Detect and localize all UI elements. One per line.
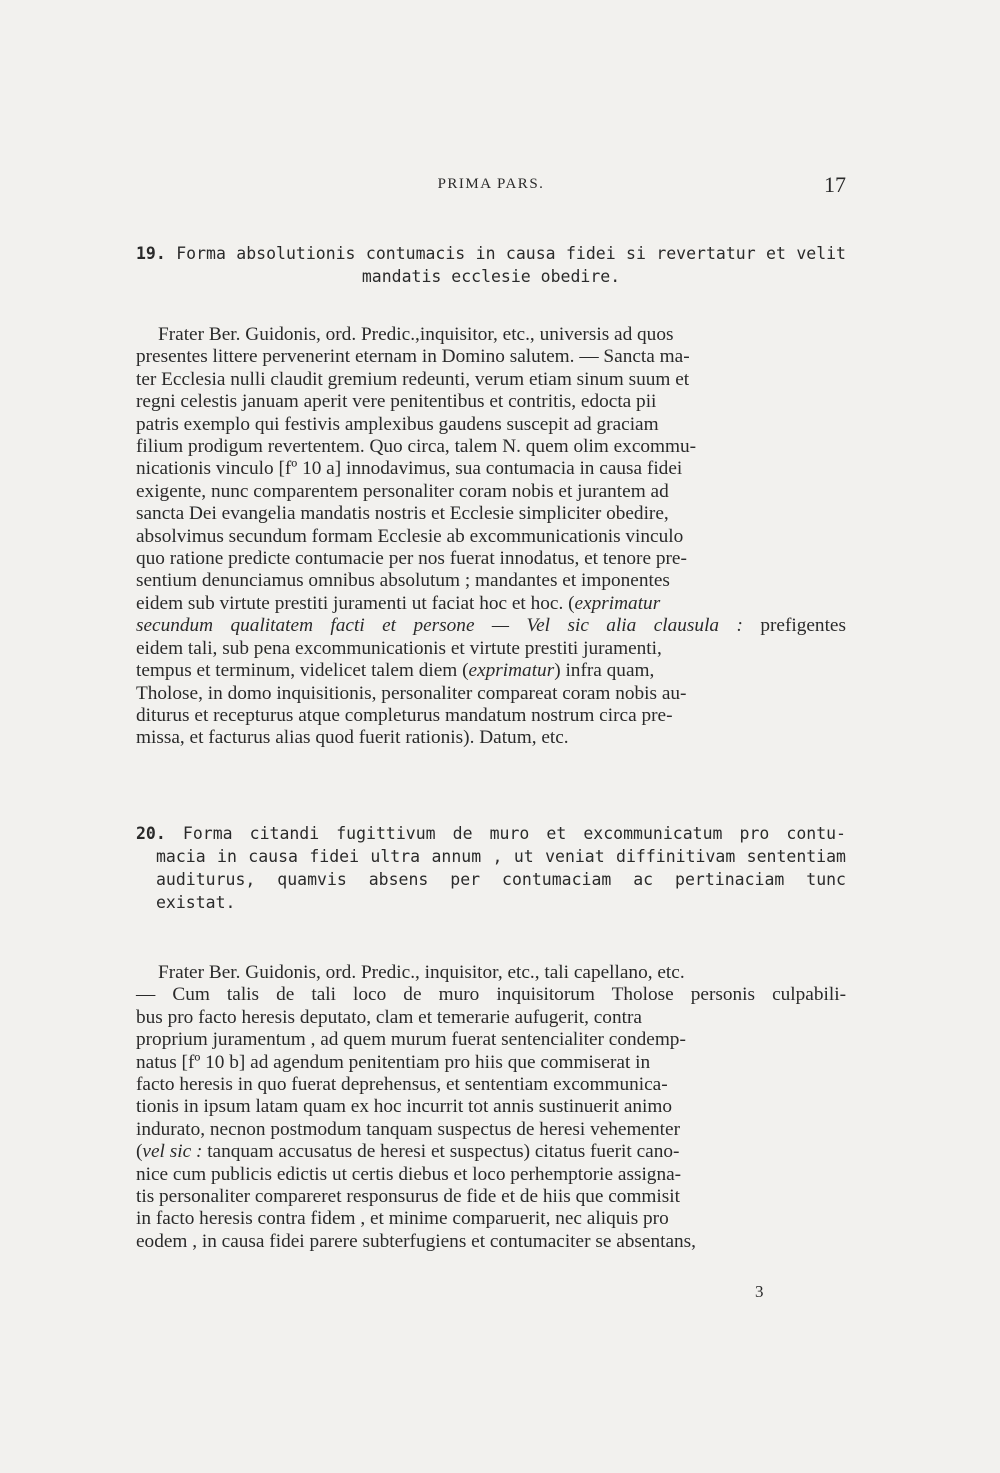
text-line: facto heresis in quo fuerat deprehensus, et sententiam excommunica- [136,1074,668,1096]
section-number: 19. [136,244,166,263]
italic-text: secundum qualitatem facti et persone — Vel sic alia clausula : [136,615,743,637]
section-20-heading [136,822,846,914]
text-segment: tempus et terminum, videlicet talem diem ( [136,660,469,682]
signature-mark: 3 [755,1282,764,1301]
text-line [136,660,846,682]
text-segment: tanquam accusatus de heresi et suspectus) citatus fuerit cano- [202,1141,680,1163]
page-number: 17 [824,172,846,197]
text-line: eidem tali, sub pena excommunicationis et virtute prestiti juramenti, [136,637,662,659]
text-line: filium prodigum revertentem. Quo circa, talem N. quem olim excommu- [136,436,697,458]
text-line: eodem , in causa fidei parere subterfugiens et contumaciter se absentans, [136,1230,697,1252]
text-line: bus pro facto heresis deputato, clam et temerarie aufugerit, contra [136,1006,642,1028]
text-line: ter Ecclesia nulli claudit gremium redeunti, verum etiam sinum suum et [136,368,690,390]
text-line [136,615,846,637]
text-line: nice cum publicis edictis ut certis diebus et loco perhemptorie assigna- [136,1163,682,1185]
text-line: diturus et recepturus atque completurus mandatum nostrum circa pre- [136,704,673,726]
text-line: patris exemplo qui festivis amplexibus gaudens suscepit ad graciam [136,413,659,435]
text-line: tionis in ipsum latam quam ex hoc incurrit tot annis sustinuerit animo [136,1096,673,1118]
section-number: 20. [136,824,166,843]
heading-line: existat. [156,893,236,912]
text-line: nicationis vinculo [fº 10 a] innodavimus, sua contumacia in causa fidei [136,458,683,480]
text-line: — Cum talis de tali loco de muro inquisitorum Tholose personis culpabili- [136,984,846,1006]
heading-line: auditurus, quamvis absens per contumaciam ac pertinaciam tunc [156,870,846,889]
text-line: indurato, necnon postmodum tanquam suspectus de heresi vehementer [136,1118,681,1140]
section-19-body [136,324,846,750]
text-line: Tholose, in domo inquisitionis, personaliter compareat coram nobis au- [136,682,687,704]
text-line: natus [fº 10 b] ad agendum penitentiam pro hiis que commiserat in [136,1051,651,1073]
text-segment: ( [136,1141,143,1163]
text-line: presentes littere pervenerint eternam in Domino salutem. — Sancta ma- [136,346,690,368]
italic-text: exprimatur [468,660,555,682]
italic-text: vel sic : [142,1141,203,1163]
heading-line: mandatis ecclesie obedire. [361,267,621,286]
text-segment: eidem sub virtute prestiti juramenti ut faciat hoc et hoc. ( [136,592,575,614]
heading-line: Forma absolutionis contumacis in causa fidei si revertatur et velit [176,244,846,263]
italic-text: exprimatur [574,592,661,614]
text-segment: prefigentes [742,615,846,637]
text-line: Frater Ber. Guidonis, ord. Predic.,inquisitor, etc., universis ad quos [158,324,674,345]
text-line: in facto heresis contra fidem , et minime comparuerit, nec aliquis pro [136,1208,669,1230]
section-19-heading [136,242,846,288]
text-line: absolvimus secundum formam Ecclesie ab excommunicationis vinculo [136,525,684,547]
running-title: PRIMA PARS. [437,176,545,192]
text-line: missa, et facturus alias quod fuerit rationis). Datum, etc. [136,727,569,749]
text-line: Frater Ber. Guidonis, ord. Predic., inquisitor, etc., tali capellano, etc. [158,962,685,983]
text-line: sancta Dei evangelia mandatis nostris et Ecclesie simpliciter obedire, [136,503,669,525]
heading-line: Forma citandi fugittivum de muro et excommunicatum pro contu- [182,824,846,843]
text-line: exigente, nunc comparentem personaliter coram nobis et jurantem ad [136,480,669,502]
text-line [136,1141,846,1163]
heading-line: macia in causa fidei ultra annum , ut veniat diffinitivam sententiam [156,847,846,866]
text-line: quo ratione predicte contumacie per nos fuerat innodatus, et tenore pre- [136,548,687,570]
text-line: sentium denunciamus omnibus absolutum ; mandantes et imponentes [136,570,670,592]
text-line: tis personaliter compareret responsurus de fide et de hiis que commisit [136,1186,681,1208]
text-segment: ) infra quam, [554,660,655,682]
page-header [136,172,846,198]
text-line [136,593,846,615]
text-line: regni celestis januam aperit vere penitentibus et contritis, edocta pii [136,391,657,413]
text-line: proprium juramentum , ad quem murum fuerat sentencialiter condemp- [136,1029,686,1051]
section-20-body [136,962,846,1253]
